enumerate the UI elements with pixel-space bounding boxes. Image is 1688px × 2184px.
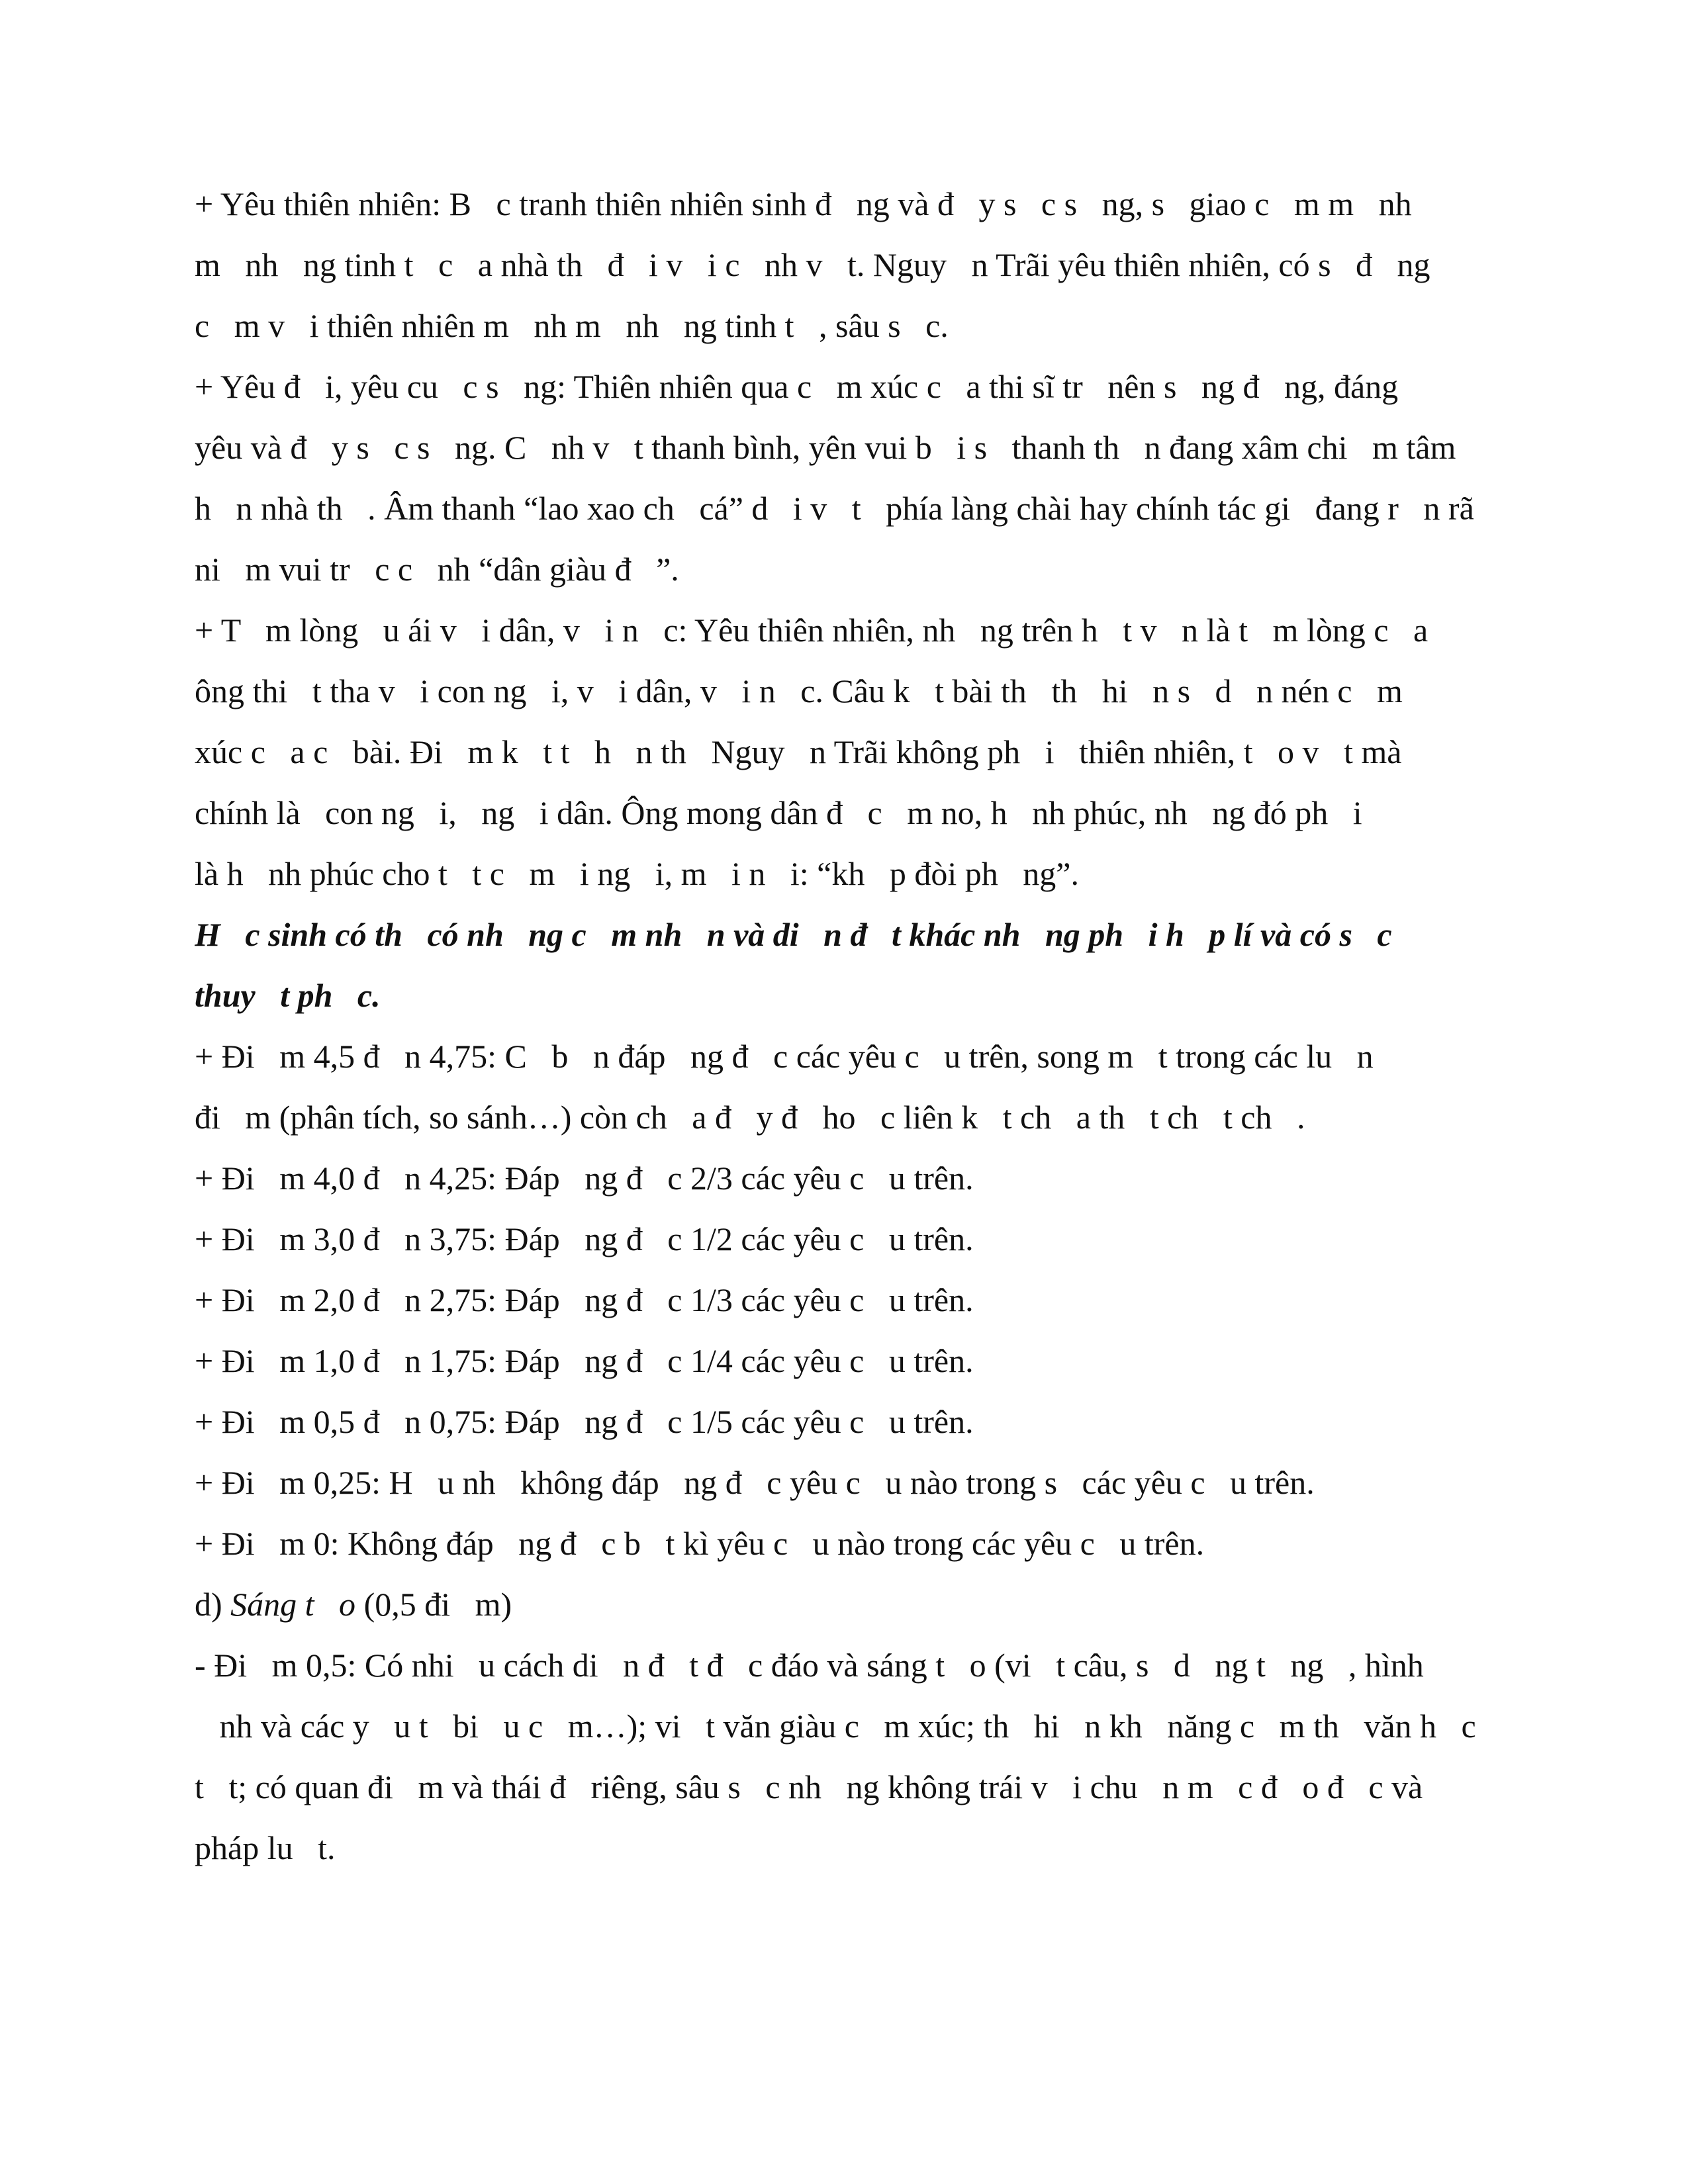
paragraph-line: t t; có quan đi m và thái đ riêng, sâu s c nh ng không trái v i chu n m c đ o đ c và — [195, 1768, 1423, 1805]
paragraph-line: ông thi t tha v i con ng i, v i dân, v i n c. Câu k t bài th th hi n s d n nén c m — [195, 672, 1403, 709]
paragraph-line: xúc c a c bài. Đi m k t t h n th Nguy n Trãi không ph i thiên nhiên, t o v t mà — [195, 733, 1402, 770]
paragraph-line: + T m lòng u ái v i dân, v i n c: Yêu thiên nhiên, nh ng trên h t v n là t m lòng c a — [195, 612, 1429, 649]
section-heading-points: (0,5 đi m) — [355, 1586, 512, 1623]
score-criterion-line: + Đi m 4,5 đ n 4,75: C b n đáp ng đ c các yêu c u trên, song m t trong các lu n — [195, 1038, 1374, 1075]
score-criterion-line: + Đi m 0,5 đ n 0,75: Đáp ng đ c 1/5 các yêu c u trên. — [195, 1403, 974, 1440]
score-criterion-line: + Đi m 4,0 đ n 4,25: Đáp ng đ c 2/3 các yêu c u trên. — [195, 1160, 974, 1197]
paragraph-line: - Đi m 0,5: Có nhi u cách di n đ t đ c đáo và sáng t o (vi t câu, s d ng t ng , hình — [195, 1647, 1424, 1684]
score-criterion-line: + Đi m 1,0 đ n 1,75: Đáp ng đ c 1/4 các yêu c u trên. — [195, 1342, 974, 1379]
paragraph-line: m nh ng tinh t c a nhà th đ i v i c nh v t. Nguy n Trãi yêu thiên nhiên, có s đ ng — [195, 246, 1430, 283]
paragraph-line: ni m vui tr c c nh “dân giàu đ ”. — [195, 551, 679, 588]
section-heading-prefix: d) — [195, 1586, 231, 1623]
paragraph-line: + Yêu đ i, yêu cu c s ng: Thiên nhiên qua c m xúc c a thi sĩ tr nên s ng đ ng, đáng — [195, 368, 1399, 405]
emphasis-note-line: H c sinh có th có nh ng c m nh n và di n đ t khác nh ng ph i h p lí và có s c — [195, 916, 1392, 953]
paragraph-line: pháp lu t. — [195, 1829, 336, 1866]
paragraph-line: c m v i thiên nhiên m nh m nh ng tinh t , sâu s c. — [195, 307, 949, 344]
paragraph-line: yêu và đ y s c s ng. C nh v t thanh bình, yên vui b i s thanh th n đang xâm chi m tâm — [195, 429, 1456, 466]
paragraph-line: nh và các y u t bi u c m…); vi t văn giàu c m xúc; th hi n kh năng c m th văn h c — [195, 1707, 1476, 1745]
score-criterion-line: + Đi m 3,0 đ n 3,75: Đáp ng đ c 1/2 các yêu c u trên. — [195, 1220, 974, 1257]
paragraph-line: chính là con ng i, ng i dân. Ông mong dân đ c m no, h nh phúc, nh ng đó ph i — [195, 794, 1362, 831]
paragraph-line: là h nh phúc cho t t c m i ng i, m i n i: “kh p đòi ph ng”. — [195, 855, 1079, 892]
paragraph-line: + Yêu thiên nhiên: B c tranh thiên nhiên sinh đ ng và đ y s c s ng, s giao c m m nh — [195, 185, 1412, 222]
score-criterion-line: đi m (phân tích, so sánh…) còn ch a đ y đ ho c liên k t ch a th t ch t ch . — [195, 1099, 1305, 1136]
score-criterion-line: + Đi m 0: Không đáp ng đ c b t kì yêu c u nào trong các yêu c u trên. — [195, 1525, 1205, 1562]
score-criterion-line: + Đi m 0,25: H u nh không đáp ng đ c yêu c u nào trong s các yêu c u trên. — [195, 1464, 1315, 1501]
section-heading-italic: Sáng t o — [230, 1586, 356, 1623]
section-heading-creative — [195, 1584, 1505, 1624]
paragraph-line: h n nhà th . Âm thanh “lao xao ch cá” d i v t phía làng chài hay chính tác gi đang r n rã — [195, 490, 1474, 527]
emphasis-note-line: thuy t ph c. — [195, 977, 381, 1014]
score-criterion-line: + Đi m 2,0 đ n 2,75: Đáp ng đ c 1/3 các yêu c u trên. — [195, 1281, 974, 1318]
